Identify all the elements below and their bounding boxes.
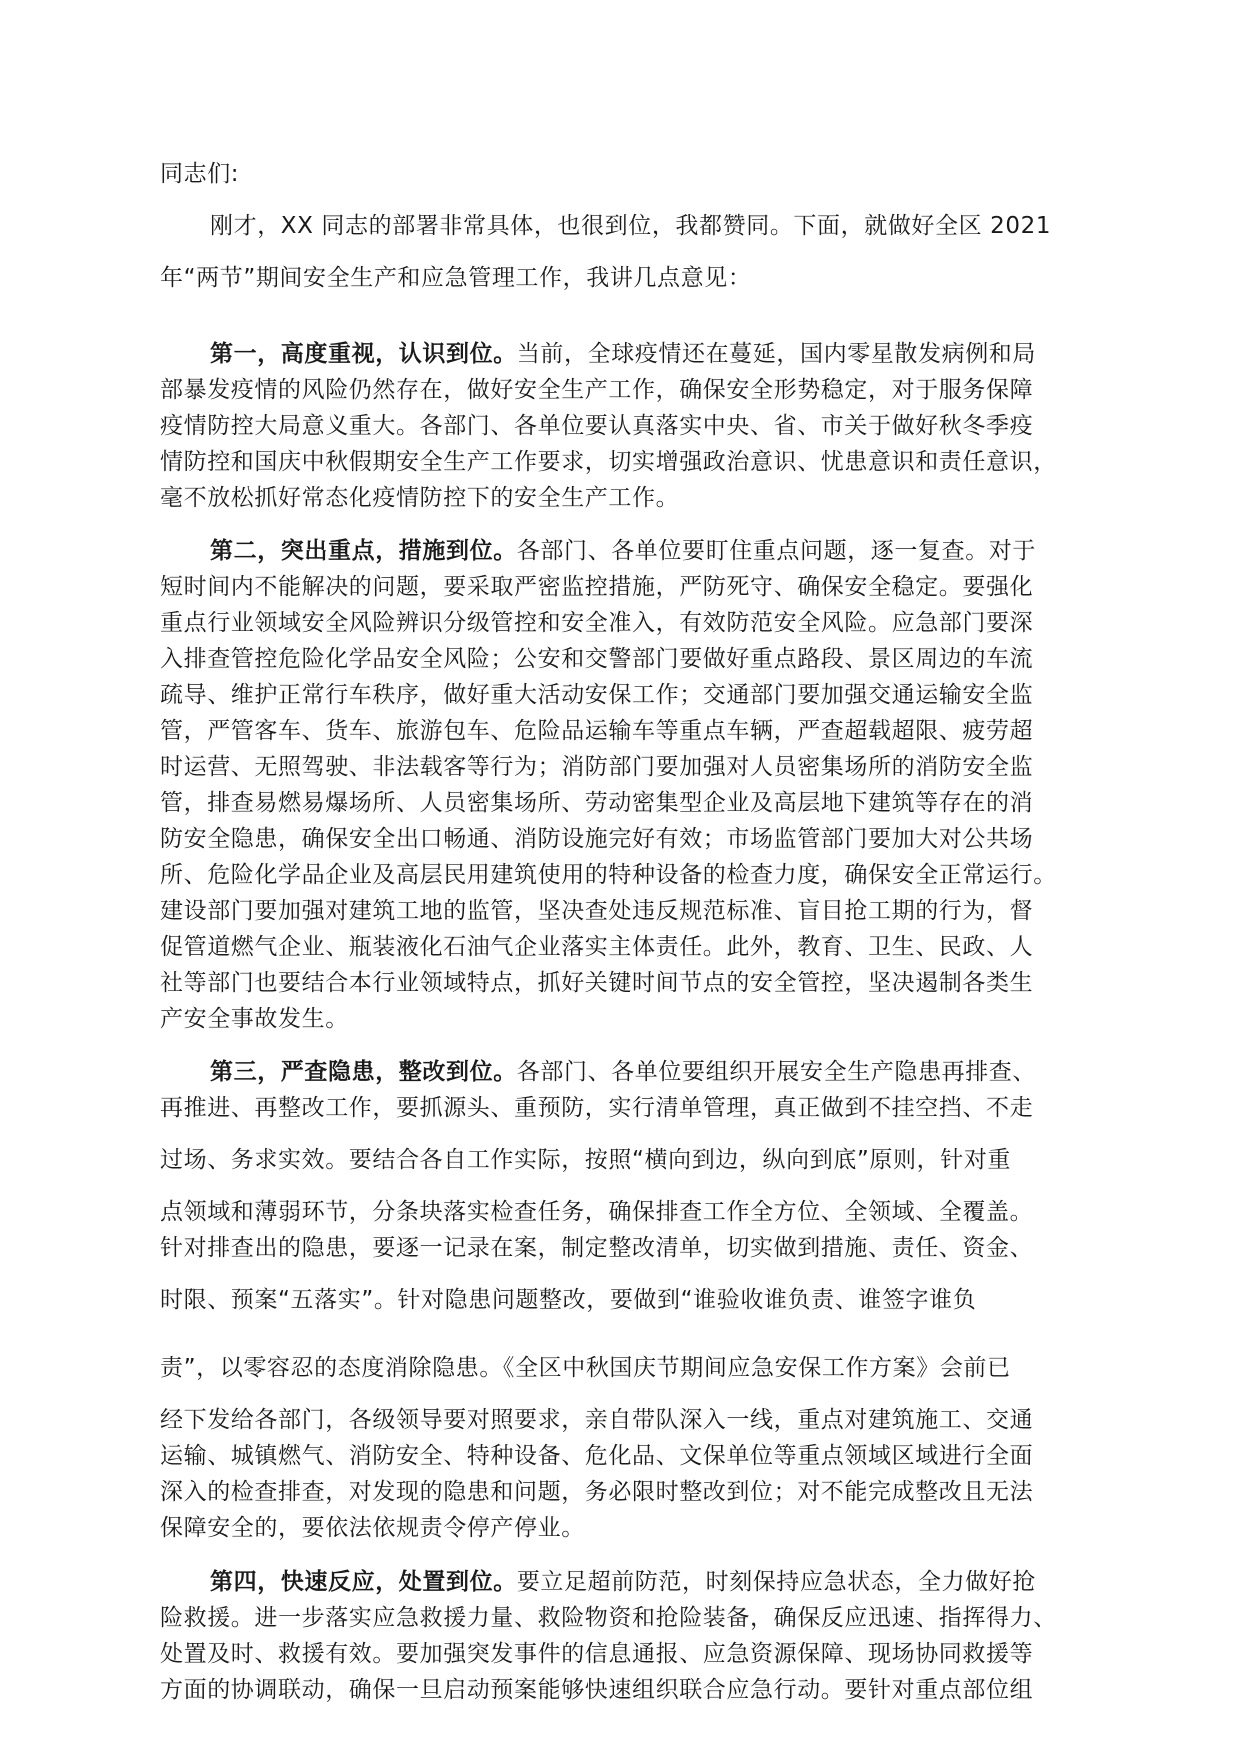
- paragraph-text: 要立足超前防范，时刻保持应急状态，全力做好抢: [516, 1569, 1037, 1595]
- section-heading: 第四，快速反应，处置到位。: [210, 1569, 517, 1595]
- paragraph-line: 再推进、再整改工作，要抓源头、重预防，实行清单管理，真正做到不挂空挡、不走: [160, 1095, 1034, 1121]
- paragraph-line: 针对排查出的隐患，要逐一记录在案，制定整改清单，切实做到措施、责任、资金、: [160, 1235, 1034, 1261]
- paragraph-line: 部暴发疫情的风险仍然存在，做好安全生产工作，确保安全形势稳定，对于服务保障: [160, 377, 1034, 403]
- paragraph-line: 时运营、无照驾驶、非法载客等行为；消防部门要加强对人员密集场所的消防安全监: [160, 754, 1034, 780]
- paragraph-line: 重点行业领域安全风险辨识分级管控和安全准入，有效防范安全风险。应急部门要深: [160, 610, 1034, 636]
- paragraph-line: 促管道燃气企业、瓶装液化石油气企业落实主体责任。此外，教育、卫生、民政、人: [160, 934, 1034, 960]
- paragraph-text: 当前，全球疫情还在蔓延，国内零星散发病例和局: [516, 341, 1037, 367]
- paragraph-text: 各部门、各单位要盯住重点问题，逐一复查。对于: [516, 538, 1037, 564]
- intro-line: 年“两节”期间安全生产和应急管理工作，我讲几点意见：: [160, 265, 752, 291]
- section-heading: 第一，高度重视，认识到位。: [210, 341, 517, 367]
- paragraph-line: 建设部门要加强对建筑工地的监管，坚决查处违反规范标准、盲目抢工期的行为，督: [160, 898, 1034, 924]
- paragraph-line: 防安全隐患，确保安全出口畅通、消防设施完好有效；市场监管部门要加大对公共场: [160, 826, 1034, 852]
- paragraph-line: 方面的协调联动，确保一旦启动预案能够快速组织联合应急行动。要针对重点部位组: [160, 1677, 1034, 1703]
- paragraph-line: 过场、务求实效。要结合各自工作实际，按照“横向到边，纵向到底”原则，针对重: [160, 1147, 1012, 1173]
- paragraph-line: 所、危险化学品企业及高层民用建筑使用的特种设备的检查力度，确保安全正常运行。: [160, 862, 1057, 888]
- paragraph-line: 入排查管控危险化学品安全风险；公安和交警部门要做好重点路段、景区周边的车流: [160, 646, 1034, 672]
- paragraph-line: 社等部门也要结合本行业领域特点，抓好关键时间节点的安全管控，坚决遏制各类生: [160, 970, 1034, 996]
- section-heading: 第二，突出重点，措施到位。: [210, 538, 517, 564]
- section-4-first-line: [210, 1567, 1036, 1597]
- paragraph-line: 管，严管客车、货车、旅游包车、危险品运输车等重点车辆，严查超载超限、疲劳超: [160, 718, 1034, 744]
- paragraph-line: 深入的检查排查，对发现的隐患和问题，务必限时整改到位；对不能完成整改且无法: [160, 1479, 1034, 1505]
- paragraph-line: 责”，以零容忍的态度消除隐患。《全区中秋国庆节期间应急安保工作方案》会前已: [160, 1355, 1011, 1381]
- salutation: 同志们:: [160, 161, 240, 187]
- paragraph-text: 各部门、各单位要组织开展安全生产隐患再排查、: [516, 1059, 1037, 1085]
- paragraph-line: 短时间内不能解决的问题，要采取严密监控措施，严防死守、确保安全稳定。要强化: [160, 574, 1034, 600]
- paragraph-line: 点领域和薄弱环节，分条块落实检查任务，确保排查工作全方位、全领域、全覆盖。: [160, 1199, 1034, 1225]
- paragraph-line: 疏导、维护正常行车秩序，做好重大活动安保工作；交通部门要加强交通运输安全监: [160, 682, 1034, 708]
- intro-line: 刚才，XX 同志的部署非常具体，也很到位，我都赞同。下面，就做好全区 2021: [210, 213, 1052, 239]
- paragraph-line: 产安全事故发生。: [160, 1006, 349, 1032]
- paragraph-line: 管，排查易燃易爆场所、人员密集场所、劳动密集型企业及高层地下建筑等存在的消: [160, 790, 1034, 816]
- section-2-first-line: [210, 536, 1036, 566]
- paragraph-line: 险救援。进一步落实应急救援力量、救险物资和抢险装备，确保反应迅速、指挥得力、: [160, 1605, 1057, 1631]
- paragraph-line: 疫情防控大局意义重大。各部门、各单位要认真落实中央、省、市关于做好秋冬季疫: [160, 413, 1034, 439]
- paragraph-line: 保障安全的，要依法依规责令停产停业。: [160, 1515, 585, 1541]
- paragraph-line: 时限、预案“五落实”。针对隐患问题整改，要做到“谁验收谁负责、谁签字谁负: [160, 1287, 977, 1313]
- paragraph-line: 处置及时、救援有效。要加强突发事件的信息通报、应急资源保障、现场协同救援等: [160, 1641, 1034, 1667]
- paragraph-line: 情防控和国庆中秋假期安全生产工作要求，切实增强政治意识、忧患意识和责任意识，: [160, 449, 1057, 475]
- section-1-first-line: [210, 339, 1036, 369]
- section-3-first-line: [210, 1057, 1036, 1087]
- paragraph-line: 经下发给各部门，各级领导要对照要求，亲自带队深入一线，重点对建筑施工、交通: [160, 1407, 1034, 1433]
- paragraph-line: 运输、城镇燃气、消防安全、特种设备、危化品、文保单位等重点领域区域进行全面: [160, 1443, 1034, 1469]
- paragraph-line: 毫不放松抓好常态化疫情防控下的安全生产工作。: [160, 485, 680, 511]
- section-heading: 第三，严查隐患，整改到位。: [210, 1059, 517, 1085]
